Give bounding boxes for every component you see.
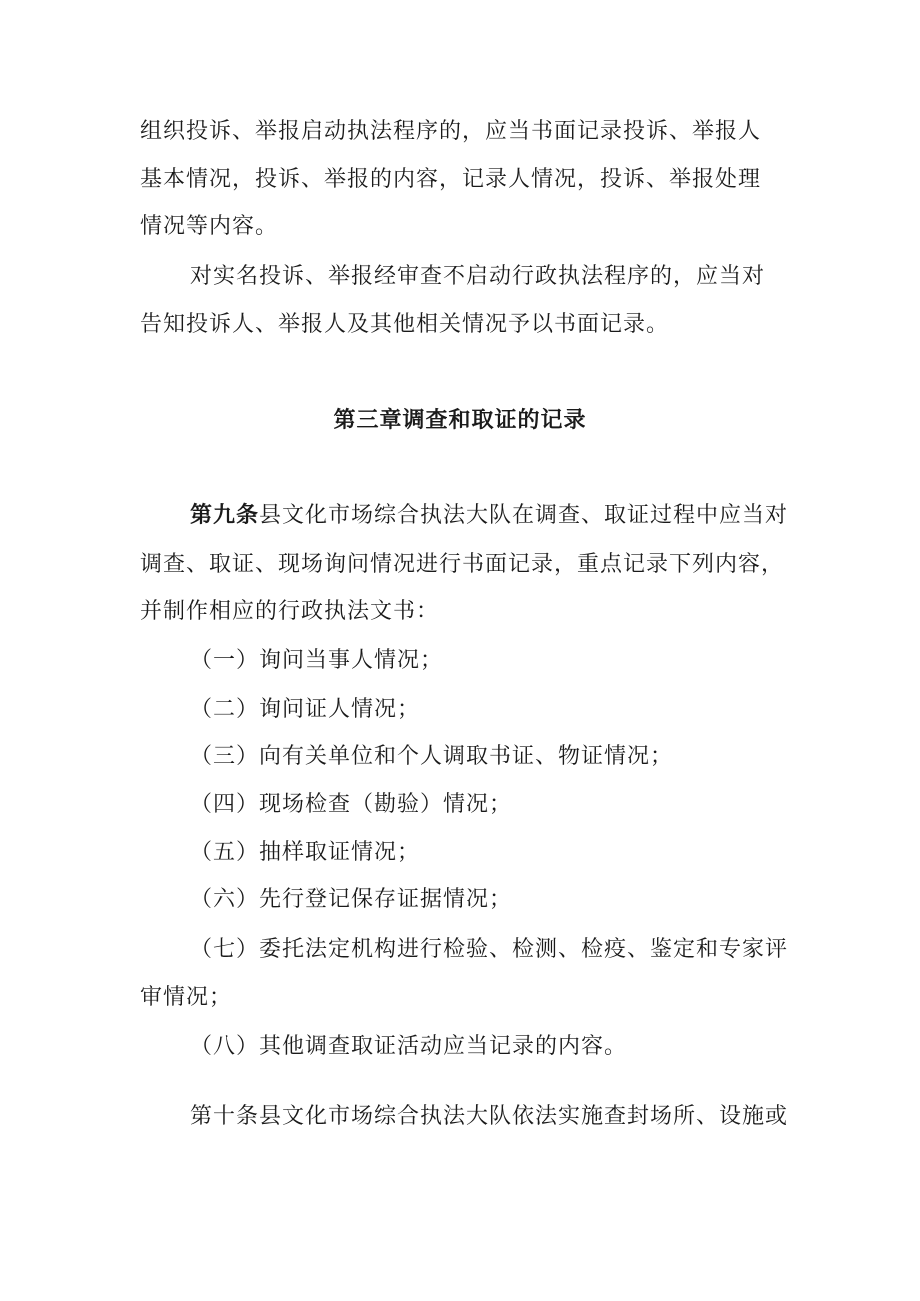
list-item: （二）询问证人情况； <box>190 697 421 722</box>
paragraph1-line3: 情况等内容。 <box>140 214 279 239</box>
article9-label: 第九条 <box>190 502 260 528</box>
article9-line3: 并制作相应的行政执法文书： <box>140 599 440 624</box>
chapter-title: 第三章调查和取证的记录 <box>333 407 587 433</box>
list-item: （七）委托法定机构进行检验、检测、检疫、鉴定和专家评 <box>190 937 789 962</box>
list-item: （六）先行登记保存证据情况； <box>190 887 513 912</box>
list-item: （三）向有关单位和个人调取书证、物证情况； <box>190 744 674 769</box>
article9-line2: 调查、取证、现场询问情况进行书面记录，重点记录下列内容， <box>140 552 785 577</box>
list-item: （八）其他调查取证活动应当记录的内容。 <box>190 1034 628 1059</box>
paragraph2-line1: 对实名投诉、举报经审查不启动行政执法程序的，应当对 <box>190 264 766 289</box>
paragraph1-line1: 组织投诉、举报启动执法程序的，应当书面记录投诉、举报人 <box>140 119 762 144</box>
article10-line1: 第十条县文化市场综合执法大队依法实施查封场所、设施或 <box>190 1104 789 1129</box>
article9-line1 <box>190 500 788 531</box>
article9-line1-text: 县文化市场综合执法大队在调查、取证过程中应当对 <box>259 503 789 528</box>
list-item: （四）现场检查（勘验）情况； <box>190 792 513 817</box>
paragraph2-line2: 告知投诉人、举报人及其他相关情况予以书面记录。 <box>140 312 670 337</box>
list-item: （一）询问当事人情况； <box>190 648 444 673</box>
list-item-continuation: 审情况； <box>140 985 233 1010</box>
paragraph1-line2: 基本情况，投诉、举报的内容，记录人情况，投诉、举报处理 <box>140 167 762 192</box>
list-item: （五）抽样取证情况； <box>190 840 421 865</box>
